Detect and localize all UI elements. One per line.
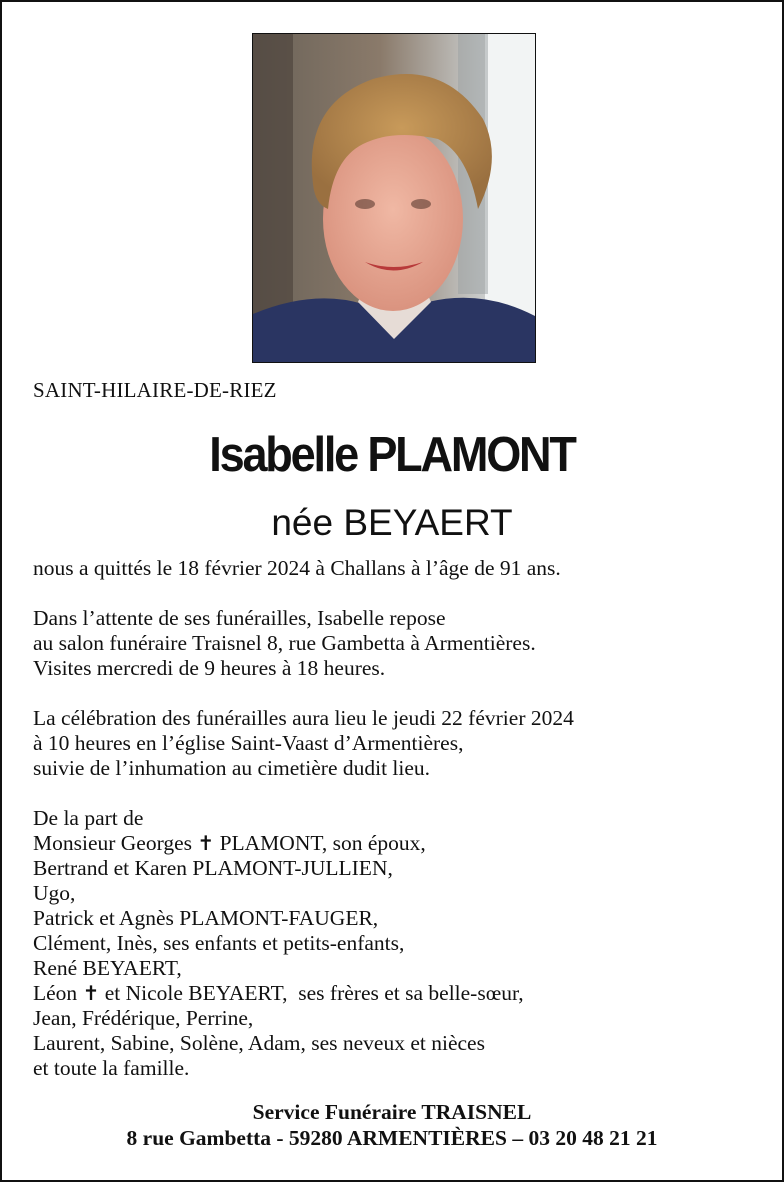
family-text: Léon [33,981,83,1005]
ceremony-line: suivie de l’inhumation au cimetière dudit lieu. [33,756,431,780]
location: SAINT-HILAIRE-DE-RIEZ [33,378,277,402]
funeral-home-name: Service Funéraire TRAISNEL [252,1100,532,1124]
ceremony-line: La célébration des funérailles aura lieu le jeudi 22 février 2024 [33,706,574,730]
cross-icon: ✝ [197,831,215,855]
family-line: Clément, Inès, ses enfants et petits-enfants, [33,931,405,955]
death-notice: nous a quittés le 18 février 2024 à Challans à l’âge de 91 ans. [33,556,561,580]
ceremony-line: à 10 heures en l’église Saint-Vaast d’Armentières, [33,731,464,755]
family-line: et toute la famille. [33,1056,190,1080]
family-text: et Nicole BEYAERT, ses frères et sa belle-sœur, [99,981,524,1005]
family-line: Bertrand et Karen PLAMONT-JULLIEN, [33,856,393,880]
family-line: Jean, Frédérique, Perrine, [33,1006,254,1030]
viewing-line: Visites mercredi de 9 heures à 18 heures. [33,656,386,680]
family-line: Patrick et Agnès PLAMONT-FAUGER, [33,906,379,930]
maiden-name: née BEYAERT [271,502,513,543]
family-line: Ugo, [33,881,76,905]
family-line: Laurent, Sabine, Solène, Adam, ses neveux et nièces [33,1031,485,1055]
viewing-line: Dans l’attente de ses funérailles, Isabelle repose [33,606,446,630]
family-line-sibling [33,981,524,1005]
family-text: PLAMONT, son époux, [214,831,426,855]
portrait-photo [252,33,536,363]
family-line-spouse [33,831,426,855]
cross-icon: ✝ [82,981,100,1005]
family-text: Monsieur Georges [33,831,198,855]
portrait-image [253,34,535,362]
funeral-home-address: 8 rue Gambetta - 59280 ARMENTIÈRES – 03 20 48 21 21 [126,1126,658,1150]
family-intro: De la part de [33,806,144,830]
family-line: René BEYAERT, [33,956,182,980]
viewing-line: au salon funéraire Traisnel 8, rue Gambetta à Armentières. [33,631,536,655]
deceased-name: Isabelle PLAMONT [209,428,575,482]
